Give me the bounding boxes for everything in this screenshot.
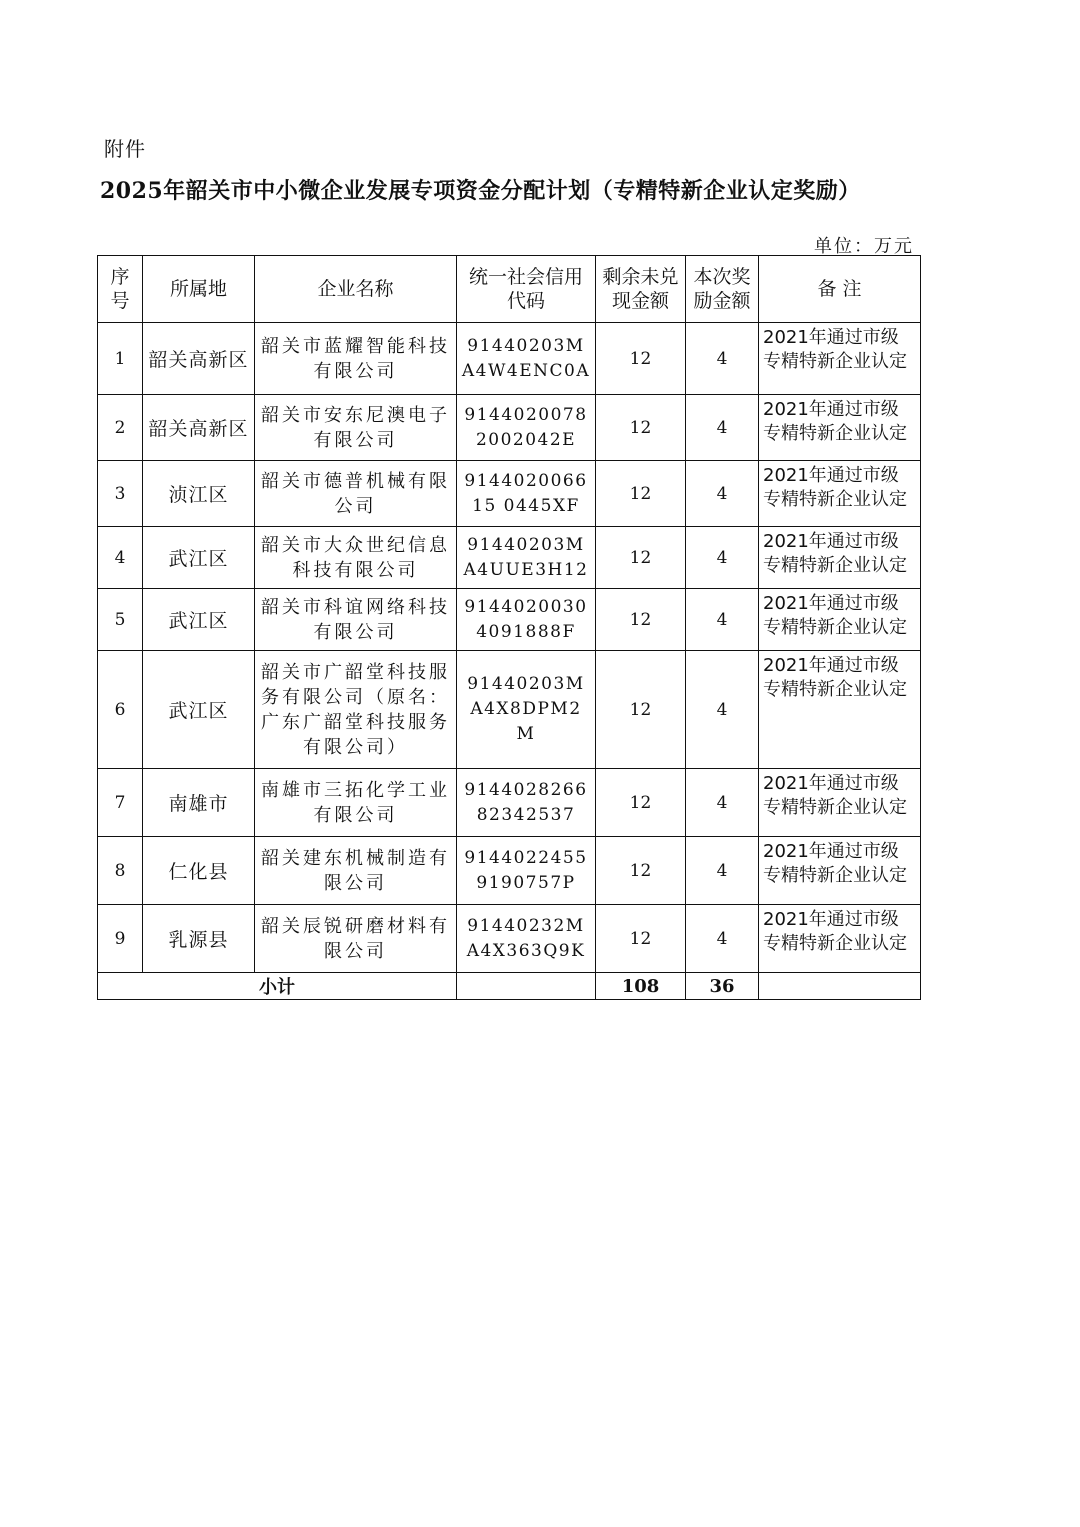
table-row [98,461,921,527]
row-company-name: 韶关市蓝耀智能科技有限公司 [255,323,457,395]
table-row [98,769,921,837]
row-company-name: 韶关市大众世纪信息科技有限公司 [255,527,457,589]
row-region: 武江区 [143,651,255,769]
header-remark: 备 注 [759,256,921,323]
row-remark-text: 2021年通过市级专精特新企业认定 [763,593,907,638]
header-remaining: 剩余未兑现金额 [596,256,686,323]
total-award: 36 [686,973,759,1000]
row-remark-text: 2021年通过市级专精特新企业认定 [763,531,907,576]
row-credit-code: 91440200782002042E [457,395,596,461]
row-remark [759,395,921,461]
row-remaining-amount: 12 [596,837,686,905]
row-company-name: 韶关辰锐研磨材料有限公司 [255,905,457,973]
row-number: 7 [98,769,143,837]
row-number: 5 [98,589,143,651]
row-credit-code: 914402006615 0445XF [457,461,596,527]
row-remaining-amount: 12 [596,651,686,769]
row-remark-text: 2021年通过市级专精特新企业认定 [763,773,907,818]
total-row [98,973,921,1000]
header-company: 企业名称 [255,256,457,323]
row-credit-code: 91440232MA4X363Q9K [457,905,596,973]
row-award-amount: 4 [686,395,759,461]
table-row [98,837,921,905]
row-region: 浈江区 [143,461,255,527]
row-credit-code: 914402826682342537 [457,769,596,837]
document-title: 2025年韶关市中小微企业发展专项资金分配计划（专精特新企业认定奖励） [100,178,861,204]
row-remaining-amount: 12 [596,323,686,395]
row-remaining-amount: 12 [596,527,686,589]
row-award-amount: 4 [686,323,759,395]
row-credit-code: 91440203MA4UUE3H12 [457,527,596,589]
row-credit-code: 91440224559190757P [457,837,596,905]
attachment-label: 附件 [104,137,146,161]
row-region: 乳源县 [143,905,255,973]
header-no: 序号 [98,256,143,323]
row-number: 8 [98,837,143,905]
row-remark [759,837,921,905]
row-remark [759,651,921,769]
row-remark-text: 2021年通过市级专精特新企业认定 [763,327,907,372]
table-row [98,323,921,395]
unit-label: 单位：万元 [814,236,914,257]
row-region: 韶关高新区 [143,323,255,395]
row-remark [759,905,921,973]
row-region: 武江区 [143,527,255,589]
row-award-amount: 4 [686,769,759,837]
row-remaining-amount: 12 [596,395,686,461]
row-number: 9 [98,905,143,973]
total-remaining: 108 [596,973,686,1000]
row-region: 韶关高新区 [143,395,255,461]
table-row [98,395,921,461]
table-body [98,323,921,973]
row-region: 仁化县 [143,837,255,905]
row-remark-text: 2021年通过市级专精特新企业认定 [763,399,907,444]
row-award-amount: 4 [686,589,759,651]
allocation-table [97,255,921,1000]
row-remark [759,589,921,651]
row-credit-code: 91440203MA4W4ENC0A [457,323,596,395]
row-remark-text: 2021年通过市级专精特新企业认定 [763,909,907,954]
row-number: 2 [98,395,143,461]
header-award: 本次奖励金额 [686,256,759,323]
row-company-name: 韶关市德普机械有限公司 [255,461,457,527]
total-remark-empty [759,973,921,1000]
row-remaining-amount: 12 [596,589,686,651]
row-remark [759,323,921,395]
row-award-amount: 4 [686,651,759,769]
row-remark-text: 2021年通过市级专精特新企业认定 [763,841,907,886]
table-header-row [98,256,921,323]
row-region: 南雄市 [143,769,255,837]
row-remark-text: 2021年通过市级专精特新企业认定 [763,465,907,510]
row-remark [759,769,921,837]
row-company-name: 韶关建东机械制造有限公司 [255,837,457,905]
row-credit-code: 91440203MA4X8DPM2M [457,651,596,769]
row-company-name: 南雄市三拓化学工业有限公司 [255,769,457,837]
row-credit-code: 91440200304091888F [457,589,596,651]
table-row [98,905,921,973]
table-row [98,589,921,651]
row-remaining-amount: 12 [596,461,686,527]
row-award-amount: 4 [686,905,759,973]
row-remaining-amount: 12 [596,905,686,973]
header-credit-code: 统一社会信用代码 [457,256,596,323]
row-number: 1 [98,323,143,395]
row-award-amount: 4 [686,527,759,589]
row-remark [759,527,921,589]
row-number: 4 [98,527,143,589]
row-remark [759,461,921,527]
row-company-name: 韶关市科谊网络科技有限公司 [255,589,457,651]
row-award-amount: 4 [686,837,759,905]
row-award-amount: 4 [686,461,759,527]
row-company-name: 韶关市安东尼澳电子有限公司 [255,395,457,461]
total-credit-code-empty [457,973,596,1000]
total-label: 小计 [98,973,457,1000]
row-company-name: 韶关市广韶堂科技服务有限公司（原名：广东广韶堂科技服务有限公司） [255,651,457,769]
row-remark-text: 2021年通过市级专精特新企业认定 [763,655,907,700]
row-number: 6 [98,651,143,769]
row-number: 3 [98,461,143,527]
row-remaining-amount: 12 [596,769,686,837]
row-region: 武江区 [143,589,255,651]
table-row [98,651,921,769]
table-row [98,527,921,589]
header-region: 所属地 [143,256,255,323]
